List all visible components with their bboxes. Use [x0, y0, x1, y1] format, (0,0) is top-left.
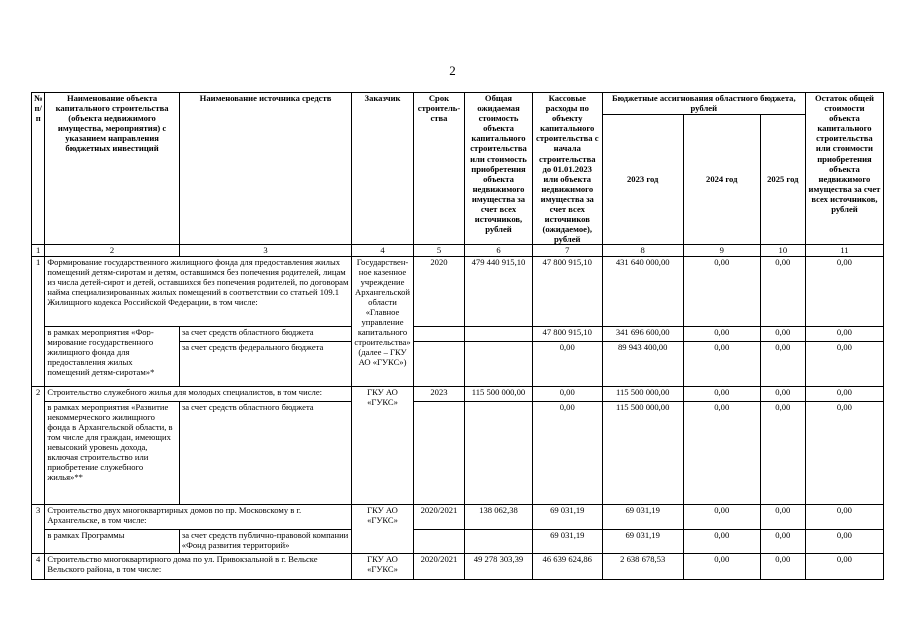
col-header-term: Срок строитель-ства	[413, 93, 464, 245]
remaining-cost: 0,00	[805, 401, 883, 504]
allocation-2024: 0,00	[683, 504, 760, 529]
col-number: 6	[465, 245, 533, 256]
remaining-cost: 0,00	[805, 326, 883, 341]
allocation-2023: 89 943 400,00	[602, 341, 683, 386]
allocation-2025: 0,00	[760, 386, 805, 401]
term: 2020/2021	[413, 504, 464, 529]
sub-measure-name: в рамках мероприятия «Фор-мирование государственного жилищного фонда для предоставления жилых помещений детям-сиротам»*	[45, 326, 179, 386]
term: 2020/2021	[413, 553, 464, 579]
row-number: 1	[32, 256, 45, 386]
cash-expenses: 0,00	[532, 341, 602, 386]
cash-expenses: 0,00	[532, 401, 602, 504]
col-number: 1	[32, 245, 45, 256]
col-number: 11	[805, 245, 883, 256]
allocation-2025: 0,00	[760, 341, 805, 386]
col-number: 9	[683, 245, 760, 256]
sub-measure-name: в рамках Программы	[45, 529, 179, 553]
funding-source: за счет средств публично-правовой компании «Фонд развития территорий»	[179, 529, 351, 553]
customer: ГКУ АО «ГУКС»	[352, 386, 414, 504]
col-number: 5	[413, 245, 464, 256]
cash-expenses: 47 800 915,10	[532, 326, 602, 341]
term	[413, 529, 464, 553]
cash-expenses: 0,00	[532, 386, 602, 401]
funding-source: за счет средств областного бюджета	[179, 326, 351, 341]
total-cost	[465, 401, 533, 504]
col-number: 3	[179, 245, 351, 256]
col-number: 7	[532, 245, 602, 256]
allocation-2023: 115 500 000,00	[602, 401, 683, 504]
allocation-2023: 341 696 600,00	[602, 326, 683, 341]
table-row	[32, 386, 884, 401]
allocation-2024: 0,00	[683, 529, 760, 553]
allocation-2024: 0,00	[683, 256, 760, 326]
funding-source: за счет средств областного бюджета	[179, 401, 351, 504]
allocation-2024: 0,00	[683, 553, 760, 579]
customer: ГКУ АО «ГУКС»	[352, 553, 414, 579]
allocation-2025: 0,00	[760, 401, 805, 504]
allocation-2025: 0,00	[760, 326, 805, 341]
customer: ГКУ АО «ГУКС»	[352, 504, 414, 553]
allocation-2025: 0,00	[760, 553, 805, 579]
remaining-cost: 0,00	[805, 386, 883, 401]
term	[413, 326, 464, 341]
col-header-customer: Заказчик	[352, 93, 414, 245]
total-cost: 49 278 303,39	[465, 553, 533, 579]
funding-source: за счет средств федерального бюджета	[179, 341, 351, 386]
col-header-object-name: Наименование объекта капитального строительства (объекта недвижимого имущества, мероприятия) с указанием направления бюджетных инвестиций	[45, 93, 179, 245]
col-header-2023: 2023 год	[602, 114, 683, 245]
allocation-2023: 2 638 678,53	[602, 553, 683, 579]
row-number: 3	[32, 504, 45, 553]
term	[413, 401, 464, 504]
allocation-2023: 69 031,19	[602, 504, 683, 529]
allocation-2024: 0,00	[683, 326, 760, 341]
col-number: 4	[352, 245, 414, 256]
total-cost: 479 440 915,10	[465, 256, 533, 326]
total-cost	[465, 529, 533, 553]
col-header-source: Наименование источника средств	[179, 93, 351, 245]
term: 2023	[413, 386, 464, 401]
row-number: 4	[32, 553, 45, 579]
column-numbers-row	[32, 245, 884, 256]
col-header-2024: 2024 год	[683, 114, 760, 245]
term	[413, 341, 464, 386]
table-row	[32, 553, 884, 579]
table-row	[32, 401, 884, 504]
allocation-2024: 0,00	[683, 386, 760, 401]
total-cost	[465, 341, 533, 386]
allocation-2023: 69 031,19	[602, 529, 683, 553]
col-number: 10	[760, 245, 805, 256]
total-cost: 138 062,38	[465, 504, 533, 529]
term: 2020	[413, 256, 464, 326]
object-title: Строительство двух многоквартирных домов по пр. Московскому в г. Архангельске, в том числе:	[45, 504, 352, 529]
remaining-cost: 0,00	[805, 529, 883, 553]
allocation-2025: 0,00	[760, 256, 805, 326]
row-number: 2	[32, 386, 45, 504]
object-title: Строительство многоквартирного дома по ул. Привокзальной в г. Вельске Вельского района, в том числе:	[45, 553, 352, 579]
allocation-2025: 0,00	[760, 529, 805, 553]
object-title: Строительство служебного жилья для молодых специалистов, в том числе:	[45, 386, 352, 401]
customer: Государствен-ное казенное учреждение Архангельской области «Главное управление капитального строительства» (далее – ГКУ АО «ГУКС»)	[352, 256, 414, 386]
table-row	[32, 256, 884, 326]
allocation-2023: 115 500 000,00	[602, 386, 683, 401]
col-header-cash-expenses: Кассовые расходы по объекту капитального строительства с начала строительства до 01.01.2023 или объекта недвижимого имущества за счет всех источников (ожидаемое), рублей	[532, 93, 602, 245]
table-row	[32, 529, 884, 553]
sub-measure-name: в рамках мероприятия «Развитие некоммерческого жилищного фонда в Архангельской области, в том числе для граждан, имеющих невысокий уровень дохода, включая строительство или приобретение служебного жилья»**	[45, 401, 179, 504]
cash-expenses: 69 031,19	[532, 504, 602, 529]
col-header-2025: 2025 год	[760, 114, 805, 245]
table-row	[32, 504, 884, 529]
total-cost	[465, 326, 533, 341]
cash-expenses: 69 031,19	[532, 529, 602, 553]
allocation-2024: 0,00	[683, 401, 760, 504]
allocation-2023: 431 640 000,00	[602, 256, 683, 326]
cash-expenses: 46 639 624,86	[532, 553, 602, 579]
allocation-2025: 0,00	[760, 504, 805, 529]
col-number: 2	[45, 245, 179, 256]
remaining-cost: 0,00	[805, 256, 883, 326]
table-row	[32, 326, 884, 341]
remaining-cost: 0,00	[805, 553, 883, 579]
col-header-remaining-cost: Остаток общей стоимости объекта капитального строительства или стоимости приобретения объекта недвижимого имущества за счет всех источников, рублей	[805, 93, 883, 245]
remaining-cost: 0,00	[805, 504, 883, 529]
cash-expenses: 47 800 915,10	[532, 256, 602, 326]
remaining-cost: 0,00	[805, 341, 883, 386]
allocation-2024: 0,00	[683, 341, 760, 386]
col-header-number: № п/п	[32, 93, 45, 245]
object-title: Формирование государственного жилищного фонда для предоставления жилых помещений детям-сиротам и детям, оставшимся без попечения родителей, лицам из числа детей-сирот и детей, оставшихся без попечения родителей, по договорам найма специализированных жилых помещений в соответствии со статьей 109.1 Жилищного кодекса Российской Федерации, в том числе:	[45, 256, 352, 326]
total-cost: 115 500 000,00	[465, 386, 533, 401]
budget-investments-table	[31, 92, 884, 580]
col-header-budget-allocations: Бюджетные ассигнования областного бюджета, рублей	[602, 93, 805, 115]
col-header-total-cost: Общая ожидаемая стоимость объекта капитального строительства или стоимость приобретения объекта недвижимого имущества за счет всех источников, рублей	[465, 93, 533, 245]
page-number: 2	[449, 63, 456, 78]
col-number: 8	[602, 245, 683, 256]
